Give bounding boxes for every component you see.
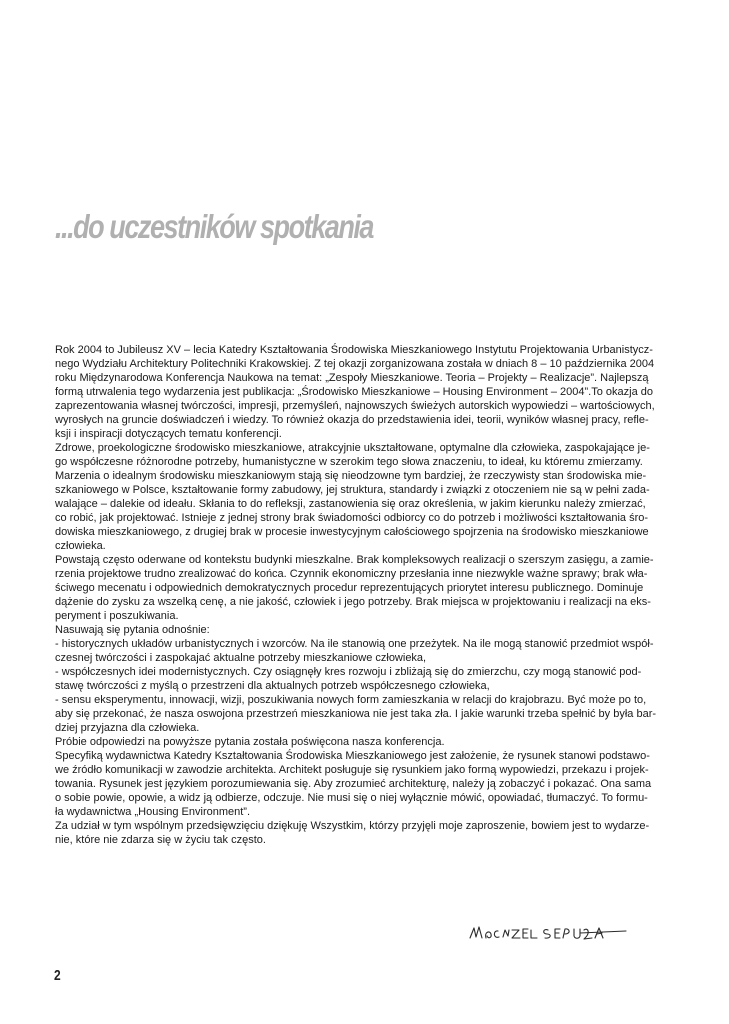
body-text-line: Nasuwają się pytania odnośnie: [55, 624, 210, 636]
body-text-line: zaprezentowania własnej twórczości, impresji, przemyśleń, najnowszych świeżych autorskich wypowiedzi – wartościowych, [55, 400, 655, 412]
body-text-line: ła wydawnictwa „Housing Environment”. [55, 806, 251, 818]
body-text-line: szkaniowego w Polsce, kształtowanie formy zabudowy, jej struktura, standardy i związki z otoczeniem nie są w pełni zada- [55, 484, 650, 496]
body-text [55, 343, 675, 847]
body-text-line: formą utrwalenia tego wydarzenia jest publikacja: „Środowisko Mieszkaniowe – Housing Environment – 2004”.To okazja do [55, 386, 653, 398]
body-text-line: roku Międzynarodowa Konferencja Naukowa na temat: „Zespoły Mieszkaniowe. Teoria – Projekty – Realizacje”. Najlepszą [55, 372, 649, 384]
page-number: 2 [54, 967, 61, 984]
body-text-line: człowieka. [55, 540, 106, 552]
body-text-line: Próbie odpowiedzi na powyższe pytania została poświęcona nasza konferencja. [55, 736, 445, 748]
body-text-line: dziej przyjazna dla człowieka. [55, 722, 200, 734]
body-text-line: Powstają często oderwane od kontekstu budynki mieszkalne. Brak kompleksowych realizacji o szerszym zasięgu, a zamie- [55, 554, 654, 566]
body-text-line: dowiska mieszkaniowego, z drugiej brak w procesie inwestycyjnym całościowego spojrzenia na środowisko mieszkaniowe [55, 526, 649, 538]
author-signature [468, 918, 628, 949]
body-text-line: dążenie do zysku za wszelką cenę, a nie jakość, człowiek i jego potrzeby. Brak miejsca w projektowaniu i realizacji na eks- [55, 596, 651, 608]
body-text-line: rzenia projektowe trudno zrealizować do końca. Czynnik ekonomiczny przesłania inne niezwykle ważne sprawy; brak wła- [55, 568, 648, 580]
page-heading: ...do uczestników spotkania [55, 208, 374, 245]
body-text-line: - historycznych układów urbanistycznych i wzorców. Na ile stanowią one przeżytek. Na ile mogą stanowić przedmiot współ- [55, 638, 654, 650]
body-text-line: stawę twórczości z myślą o przestrzeni dla aktualnych potrzeb współczesnego człowieka, [55, 680, 490, 692]
body-text-line: ksji i inspiracji dotyczących tematu konferencji. [55, 428, 282, 440]
body-text-line: ściwego mecenatu i odpowiednich demokratycznych procedur reprezentujących priorytet interesu publicznego. Dominuje [55, 582, 644, 594]
body-text-line: nego Wydziału Architektury Politechniki Krakowskiej. Z tej okazji zorganizowana została w dniach 8 – 10 października 2004 [55, 358, 655, 370]
body-text-line: go współczesne różnorodne potrzeby, humanistyczne w szerokim tego słowa znaczeniu, to ideał, ku któremu zmierzamy. [55, 456, 643, 468]
body-text-line: aby się przekonać, że nasza oswojona przestrzeń mieszkaniowa nie jest taka zła. I jakie warunki trzeba spełnić by była bar- [55, 708, 657, 720]
body-text-line: Za udział w tym wspólnym przedsięwzięciu dziękuję Wszystkim, którzy przyjęli moje zaproszenie, bowiem jest to wydarze- [55, 820, 650, 832]
body-text-line: towania. Rysunek jest językiem porozumiewania się. Aby zrozumieć architekturę, należy ją zobaczyć i pokazać. Ona sama [55, 778, 652, 790]
body-text-line: Specyfiką wydawnictwa Katedry Kształtowania Środowiska Mieszkaniowego jest założenie, że rysunek stanowi podstawo- [55, 750, 650, 762]
body-text-line: o sobie powie, opowie, a widz ją odbierze, odczuje. Nie musi się o niej wyłącznie mówić, opowiadać, tłumaczyć. To formu- [55, 792, 648, 804]
body-text-line: wyrosłych na gruncie doświadczeń i wiedzy. To również okazja do przedstawienia idei, teorii, wyników własnej pracy, refle- [55, 414, 649, 426]
body-text-line: nie, które nie zdarza się w życiu tak często. [55, 834, 266, 846]
body-text-line: Zdrowe, proekologiczne środowisko mieszkaniowe, atrakcyjnie ukształtowane, optymalne dla człowieka, zaspokajające je- [55, 442, 650, 454]
body-text-line: Rok 2004 to Jubileusz XV – lecia Katedry Kształtowania Środowiska Mieszkaniowego Instytutu Projektowania Urbanistycz- [55, 344, 653, 356]
body-text-line: peryment i poszukiwania. [55, 610, 179, 622]
body-text-line: - współczesnych idei modernistycznych. Czy osiągnęły kres rozwoju i zbliżają się do zmierzchu, czy mogą stanowić pod- [55, 666, 642, 678]
body-text-line: co robić, jak projektować. Istnieje z jednej strony brak świadomości odbiorcy co do potrzeb i możliwości kształtowania śro- [55, 512, 649, 524]
body-text-line: walające – dalekie od ideału. Skłania to do refleksji, zastanowienia się oraz określenia, w jakim kierunku należy zmierzać, [55, 498, 646, 510]
body-text-line: - sensu eksperymentu, innowacji, wizji, poszukiwania nowych form zamieszkania w relacji do krajobrazu. Być może po to, [55, 694, 647, 706]
body-text-line: we źródło komunikacji w zawodzie architekta. Architekt posługuje się rysunkiem jako formą wypowiedzi, przekazu i projek- [55, 764, 649, 776]
body-text-line: czesnej twórczości i zaspokajać aktualne potrzeby mieszkaniowe człowieka, [55, 652, 427, 664]
body-text-line: Marzenia o idealnym środowisku mieszkaniowym stają się nieodzowne tym bardziej, że rzeczywisty stan środowiska mie- [55, 470, 647, 482]
